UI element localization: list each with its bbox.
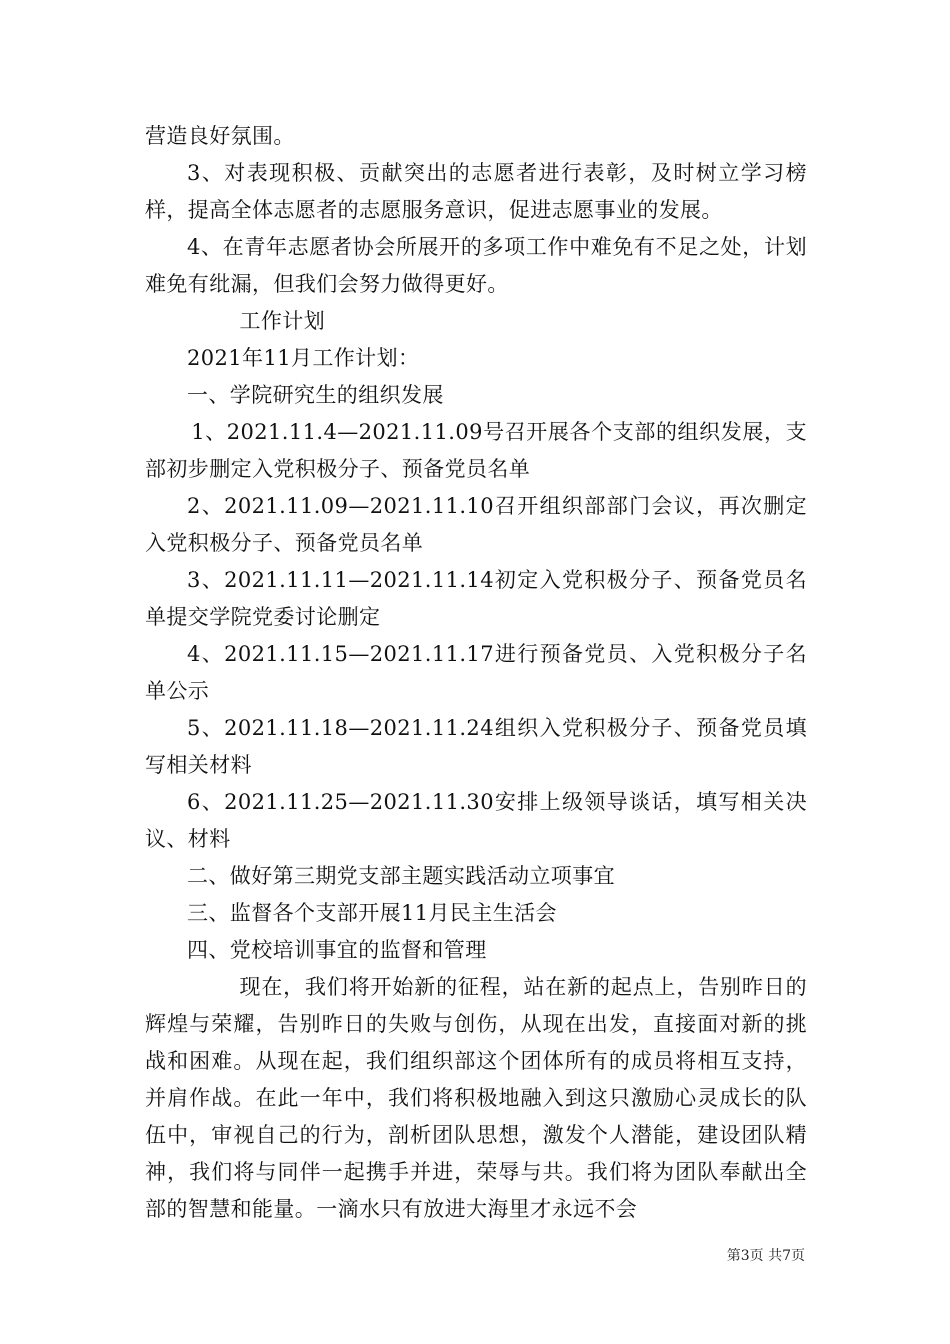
paragraph-plan-item-2: 2、2021.11.09—2021.11.10召开组织部部门会议，再次删定入党积极分子、预备党员名单 [145,494,807,555]
paragraph-section-four: 四、党校培训事宜的监督和管理 [187,938,487,962]
paragraph-continuation: 营造良好氛围。 [145,124,295,148]
paragraph-closing: 现在，我们将开始新的征程，站在新的起点上，告别昨日的辉煌与荣耀，告别昨日的失败与创伤，从现在出发，直接面对新的挑战和困难。从现在起，我们组织部这个团体所有的成员将相互支持，并肩作战。在此一年中，我们将积极地融入到这只激励心灵成长的队伍中，审视自己的行为，剖析团队思想，激发个人潜能，建设团队精神，我们将与同伴一起携手并进，荣辱与共。我们将为团队奉献出全部的智慧和能量。一滴水只有放进大海里才永远不会 [145,975,807,1221]
paragraph-item-3-commendation: 3、对表现积极、贡献突出的志愿者进行表彰，及时树立学习榜样，提高全体志愿者的志愿服务意识，促进志愿事业的发展。 [145,161,807,222]
paragraph-plan-item-6: 6、2021.11.25—2021.11.30安排上级领导谈话，填写相关决议、材料 [145,790,807,851]
paragraph-plan-title: 2021年11月工作计划： [187,346,420,370]
document-body [145,118,807,1228]
paragraph-section-one: 一、学院研究生的组织发展 [187,383,444,407]
paragraph-plan-item-4: 4、2021.11.15—2021.11.17进行预备党员、入党积极分子名单公示 [145,642,807,703]
paragraph-item-4-shortcomings: 4、在青年志愿者协会所展开的多项工作中难免有不足之处，计划难免有纰漏，但我们会努力做得更好。 [145,235,807,296]
paragraph-section-two: 二、做好第三期党支部主题实践活动立项事宜 [187,864,615,888]
section-heading-work-plan: 工作计划 [239,309,326,333]
paragraph-plan-item-5: 5、2021.11.18—2021.11.24组织入党积极分子、预备党员填写相关材料 [145,716,807,777]
page-number-footer: 第3页 共7页 [726,1248,805,1264]
paragraph-plan-item-1: 1、2021.11.4—2021.11.09号召开展各个支部的组织发展，支部初步删定入党积极分子、预备党员名单 [145,420,807,481]
paragraph-plan-item-3: 3、2021.11.11—2021.11.14初定入党积极分子、预备党员名单提交学院党委讨论删定 [145,568,807,629]
paragraph-section-three: 三、监督各个支部开展11月民主生活会 [187,901,557,925]
